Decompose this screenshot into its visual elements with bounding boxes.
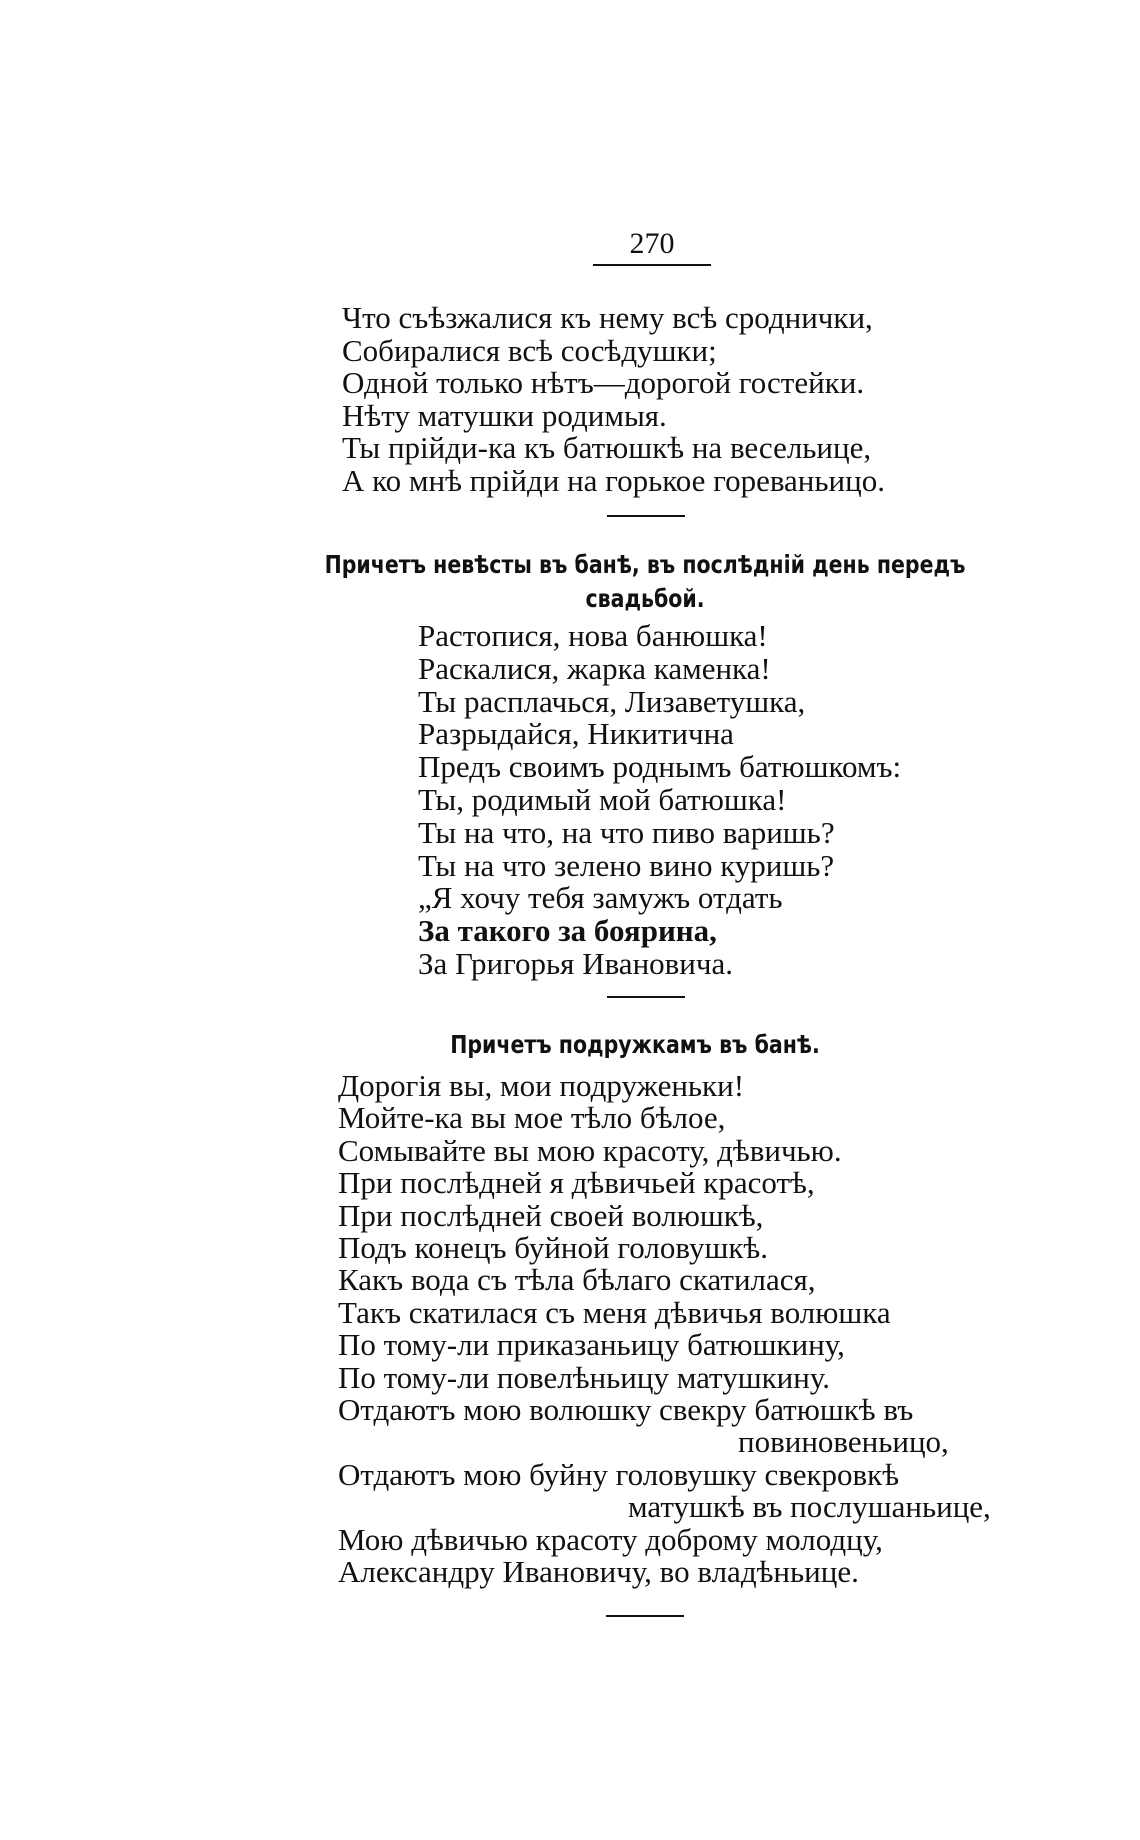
section-heading: Причетъ подружкамъ въ банѣ. [450,1030,820,1059]
poem-bride-in-bath [418,620,901,981]
heading-line: Причетъ невѣсты въ банѣ, въ послѣдній день передъ [324,550,966,579]
poem-to-friends [338,1070,991,1589]
verse-line: Сомывайте вы мою красоту, дѣвичью. [338,1132,842,1168]
verse-line: Нѣту матушки родимыя. [342,397,667,433]
verse-line: Мою дѣвичью красоту доброму молодцу, [338,1521,883,1557]
verse-line: Ты на что зелено вино куришь? [418,847,835,883]
section-divider [607,515,685,517]
verse-line: Ты на что, на что пиво варишь? [418,814,835,850]
verse-line: Растопися, нова банюшка! [418,618,768,653]
verse-line: При послѣдней я дѣвичьей красотѣ, [338,1165,815,1201]
verse-line: Какъ вода съ тѣла бѣлаго скатилася, [338,1262,816,1298]
page-number: 270 [629,227,675,260]
verse-line: Ты, родимый мой батюшка! [418,781,787,817]
verse-line: Собиралися всѣ сосѣдушки; [342,332,717,368]
verse-line: Отдаютъ мою буйну головушку свекровкѣ [338,1456,900,1492]
verse-line: По тому-ли повелѣньицу матушкину. [338,1359,830,1395]
verse-line: „Я хочу тебя замужъ отдать [418,880,783,916]
verse-line-continuation: матушкѣ въ послушаньице, [628,1489,991,1525]
verse-line: Одной только нѣтъ—дорогой гостейки. [342,365,865,400]
verse-line: А ко мнѣ прійди на горькое гореваньицо. [342,462,885,498]
verse-line: Раскалися, жарка каменка! [418,650,771,686]
verse-line: Разрыдайся, Никитична [418,716,734,752]
verse-line: Подъ конецъ буйной головушкѣ. [338,1230,768,1266]
verse-line: Дорогія вы, мои подруженьки! [338,1068,745,1103]
heading-line: свадьбой. [585,584,705,613]
section-divider [606,1615,684,1617]
verse-line-continuation: повиновеньицо, [738,1424,949,1460]
poem-continuation [342,302,885,497]
verse-line: Александру Ивановичу, во владѣньице. [338,1554,859,1590]
verse-line: Отдаютъ мою волюшку свекру батюшкѣ въ [338,1392,914,1428]
verse-line: Мойте-ка вы мое тѣло бѣлое, [338,1100,726,1136]
verse-line: За Григорья Ивановича. [418,945,733,981]
verse-line: Что съѣзжалися къ нему всѣ сроднички, [342,300,873,335]
verse-line: За такого за боярина, [418,913,717,949]
section-divider [607,996,685,998]
verse-line: По тому-ли приказаньицу батюшкину, [338,1327,845,1363]
verse-line: Ты прійди-ка къ батюшкѣ на весельице, [342,430,872,465]
page-number-rule [593,264,711,266]
verse-line: При послѣдней своей волюшкѣ, [338,1197,764,1233]
verse-line: Такъ скатилася съ меня дѣвичья волюшка [338,1294,891,1330]
section-heading [276,548,1014,616]
verse-line: Ты расплачься, Лизаветушка, [418,683,806,719]
verse-line: Предъ своимъ роднымъ батюшкомъ: [418,749,902,785]
